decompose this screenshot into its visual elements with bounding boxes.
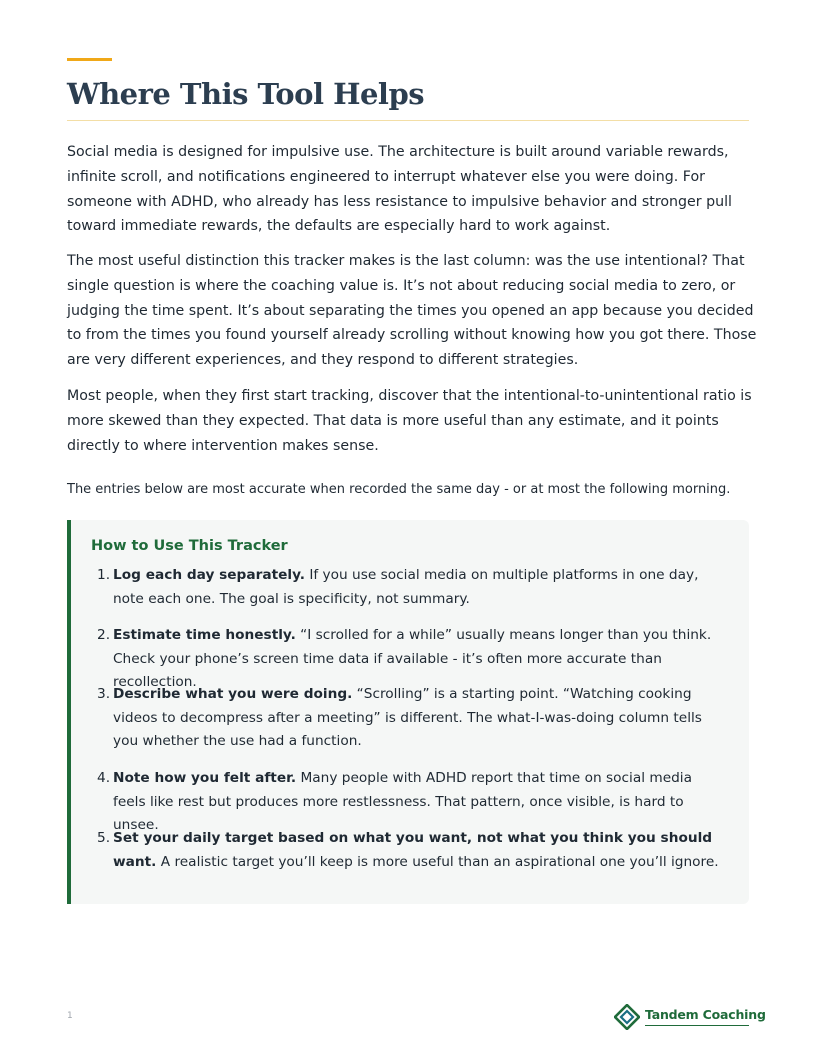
step-number: 5. [97,830,111,846]
title-divider [67,120,749,121]
page-title: Where This Tool Helps [67,77,425,111]
step-number: 1. [97,567,111,583]
step-title: Describe what you were doing. [113,686,353,702]
step-title: Estimate time honestly. [113,627,296,643]
intro-paragraph-2: The most useful distinction this tracker makes is the last column: was the use intentional? That single question is where the coaching value is. It’s not about reducing social media to zero, or judging the time spent. It’s about separating the times you opened an app because you decided to from the times you found yourself already scrolling without knowing how you got there. Those are very different experiences, and they respond to different strategies. [67,253,757,369]
how-to-use-panel [67,520,749,904]
step-text: “Scrolling” is a starting point. “Watching cooking videos to decompress after a meeting” is different. The what-I-was-doing column tells you whether the use had a function. [113,686,702,749]
brand-underline [645,1025,749,1026]
tandem-diamond-icon [614,1004,640,1030]
step-title: Note how you felt after. [113,770,297,786]
step-number: 2. [97,627,111,643]
title-accent-bar [67,58,112,61]
brand-logo [614,1004,766,1030]
step-text: “I scrolled for a while” usually means longer than you think. Check your phone’s screen time data if available - it’s often more accurate than recollection. [113,627,712,690]
page-number: 1 [67,1011,73,1021]
how-to-heading: How to Use This Tracker [91,538,288,554]
intro-paragraph-1: Social media is designed for impulsive use. The architecture is built around variable rewards, infinite scroll, and notifications engineered to interrupt whatever else you were doing. For someone with ADHD, who already has less resistance to impulsive behavior and stronger pull toward immediate rewards, the defaults are especially hard to work against. [67,144,732,235]
step-text: If you use social media on multiple platforms in one day, note each one. The goal is specificity, not summary. [113,567,699,607]
brand-name: Tandem Coaching [645,1007,766,1022]
intro-paragraph-3: Most people, when they first start tracking, discover that the intentional-to-unintentional ratio is more skewed than they expected. That data is more useful than any estimate, and it points directly to where intervention makes sense. [67,388,752,454]
step-text: A realistic target you’ll keep is more useful than an aspirational one you’ll ignore. [156,853,719,870]
list-item [97,564,723,611]
list-item [97,683,723,754]
step-title: Set your daily target based on what you want, not what you think you should want. [113,830,713,870]
step-text: Many people with ADHD report that time on social media feels like rest but produces more restlessness. That pattern, once visible, is hard to unsee. [113,770,692,833]
step-number: 4. [97,770,111,786]
list-item [97,827,723,874]
recording-note: The entries below are most accurate when recorded the same day - or at most the following morning. [67,482,731,497]
step-title: Log each day separately. [113,567,305,583]
step-number: 3. [97,686,111,702]
